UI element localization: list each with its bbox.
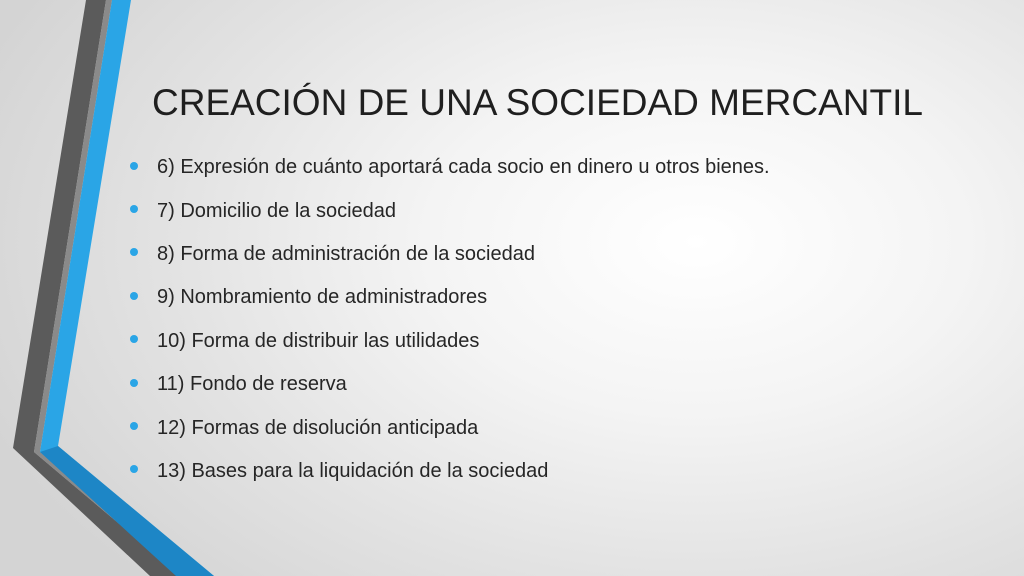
slide-title: CREACIÓN DE UNA SOCIEDAD MERCANTIL xyxy=(152,82,923,123)
list-item-text: 13) Bases para la liquidación de la sociedad xyxy=(157,459,549,482)
list-item-text: 8) Forma de administración de la sociedad xyxy=(157,242,535,265)
list-item-text: 7) Domicilio de la sociedad xyxy=(157,199,397,222)
list-item xyxy=(130,233,990,276)
bullet-icon xyxy=(130,465,138,473)
list-item-text: 12) Formas de disolución anticipada xyxy=(157,416,479,439)
list-item xyxy=(130,146,990,189)
list-item xyxy=(130,276,990,319)
bullet-icon xyxy=(130,205,138,213)
bullet-icon xyxy=(130,162,138,170)
bullet-icon xyxy=(130,422,138,430)
list-item-text: 11) Fondo de reserva xyxy=(157,373,347,396)
list-item-text: 9) Nombramiento de administradores xyxy=(157,286,488,309)
bullet-icon xyxy=(130,335,138,343)
bullet-list xyxy=(130,146,990,493)
list-item-text: 6) Expresión de cuánto aportará cada socio en dinero u otros bienes. xyxy=(157,156,770,179)
list-item xyxy=(130,320,990,363)
bullet-icon xyxy=(130,248,138,256)
list-item xyxy=(130,450,990,493)
bullet-icon xyxy=(130,292,138,300)
list-item xyxy=(130,406,990,449)
list-item-text: 10) Forma de distribuir las utilidades xyxy=(157,329,480,352)
list-item xyxy=(130,189,990,232)
bullet-icon xyxy=(130,379,138,387)
list-item xyxy=(130,363,990,406)
